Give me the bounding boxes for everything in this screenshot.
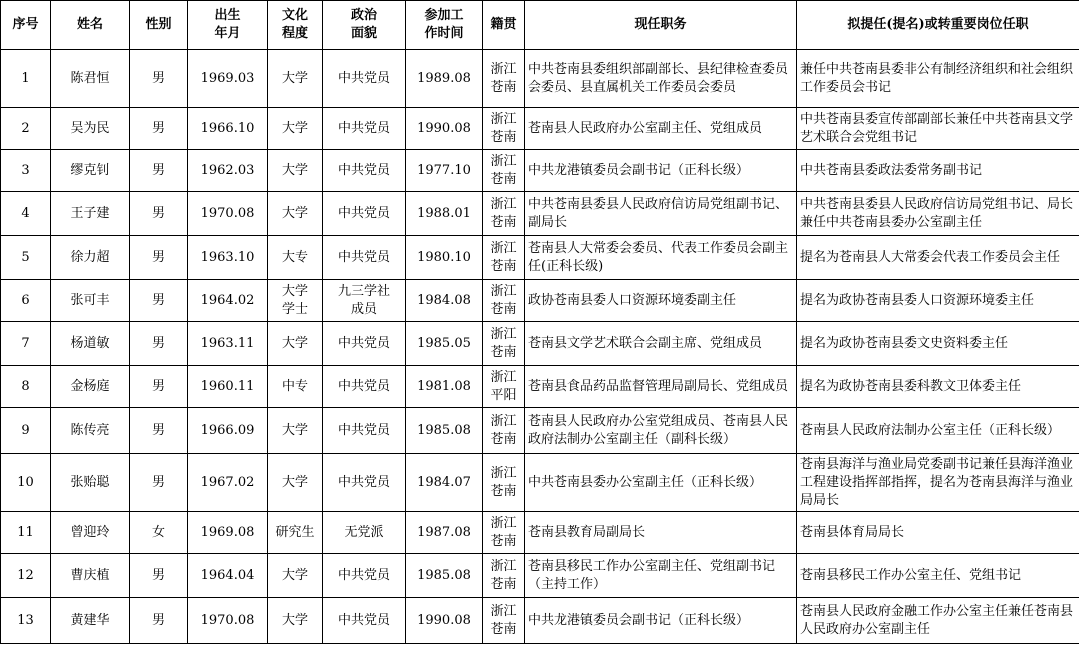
cell-current-post: 中共苍南县委县人民政府信访局党组副书记、副局长: [525, 192, 797, 236]
header-current-post: 现任职务: [525, 1, 797, 50]
cell-work-start: 1984.07: [406, 454, 483, 512]
cell-proposed-post: 苍南县海洋与渔业局党委副书记兼任县海洋渔业工程建设指挥部指挥，提名为苍南县海洋与渔业局局长: [797, 454, 1079, 512]
cell-proposed-post: 提名为政协苍南县委文史资料委主任: [797, 322, 1079, 366]
cell-proposed-post: 提名为政协苍南县委科教文卫体委主任: [797, 366, 1079, 408]
cell-education: 大学: [268, 108, 323, 150]
cell-no: 6: [1, 280, 51, 322]
cell-education: 大学: [268, 150, 323, 192]
cell-current-post: 中共苍南县委组织部副部长、县纪律检查委员会委员、县直属机关工作委员会委员: [525, 50, 797, 108]
cell-name: 黄建华: [51, 598, 130, 644]
cell-proposed-post: 苍南县人民政府金融工作办公室主任兼任苍南县人民政府办公室副主任: [797, 598, 1079, 644]
cell-education: 大学: [268, 408, 323, 454]
cell-origin: 浙江 苍南: [483, 192, 525, 236]
cell-birth: 1970.08: [188, 192, 268, 236]
cell-birth: 1967.02: [188, 454, 268, 512]
cell-name: 金杨庭: [51, 366, 130, 408]
cell-current-post: 苍南县食品药品监督管理局副局长、党组成员: [525, 366, 797, 408]
cell-sex: 男: [130, 554, 188, 598]
table-row: [1, 108, 1079, 150]
cell-name: 陈传亮: [51, 408, 130, 454]
cell-no: 8: [1, 366, 51, 408]
cell-birth: 1966.09: [188, 408, 268, 454]
header-sex: 性别: [130, 1, 188, 50]
cell-origin: 浙江 苍南: [483, 408, 525, 454]
cell-no: 11: [1, 512, 51, 554]
cell-name: 王子建: [51, 192, 130, 236]
cell-name: 陈君恒: [51, 50, 130, 108]
cell-name: 吴为民: [51, 108, 130, 150]
cell-work-start: 1987.08: [406, 512, 483, 554]
cell-name: 曹庆植: [51, 554, 130, 598]
cell-origin: 浙江 苍南: [483, 50, 525, 108]
header-birth: 出生 年月: [188, 1, 268, 50]
cell-party: 中共党员: [323, 150, 406, 192]
table-row: [1, 408, 1079, 454]
table-row: [1, 280, 1079, 322]
cell-education: 大专: [268, 236, 323, 280]
table-row: [1, 192, 1079, 236]
header-party: 政治 面貌: [323, 1, 406, 50]
table-row: [1, 512, 1079, 554]
cell-work-start: 1985.08: [406, 408, 483, 454]
table-row: [1, 598, 1079, 644]
cell-origin: 浙江 苍南: [483, 280, 525, 322]
cell-education: 大学: [268, 322, 323, 366]
cell-birth: 1970.08: [188, 598, 268, 644]
cell-no: 4: [1, 192, 51, 236]
cell-origin: 浙江 苍南: [483, 322, 525, 366]
cell-no: 10: [1, 454, 51, 512]
cell-education: 大学 学士: [268, 280, 323, 322]
cell-name: 曾迎玲: [51, 512, 130, 554]
cell-sex: 男: [130, 108, 188, 150]
cell-sex: 男: [130, 150, 188, 192]
cell-party: 中共党员: [323, 454, 406, 512]
cell-birth: 1969.08: [188, 512, 268, 554]
cell-proposed-post: 苍南县人民政府法制办公室主任（正科长级）: [797, 408, 1079, 454]
header-proposed-post: 拟提任(提名)或转重要岗位任职: [797, 1, 1079, 50]
cell-current-post: 中共苍南县委办公室副主任（正科长级）: [525, 454, 797, 512]
cell-work-start: 1977.10: [406, 150, 483, 192]
cell-proposed-post: 中共苍南县委宣传部副部长兼任中共苍南县文学艺术联合会党组书记: [797, 108, 1079, 150]
cell-birth: 1969.03: [188, 50, 268, 108]
table-row: [1, 366, 1079, 408]
cell-no: 2: [1, 108, 51, 150]
cell-current-post: 政协苍南县委人口资源环境委副主任: [525, 280, 797, 322]
cell-birth: 1960.11: [188, 366, 268, 408]
cell-no: 5: [1, 236, 51, 280]
cell-work-start: 1989.08: [406, 50, 483, 108]
table-row: [1, 150, 1079, 192]
cell-party: 无党派: [323, 512, 406, 554]
cell-no: 12: [1, 554, 51, 598]
cell-origin: 浙江 苍南: [483, 512, 525, 554]
cell-education: 研究生: [268, 512, 323, 554]
header-name: 姓名: [51, 1, 130, 50]
cell-name: 缪克钊: [51, 150, 130, 192]
cell-name: 张可丰: [51, 280, 130, 322]
cell-no: 1: [1, 50, 51, 108]
cell-work-start: 1985.08: [406, 554, 483, 598]
cell-sex: 男: [130, 454, 188, 512]
cell-current-post: 苍南县教育局副局长: [525, 512, 797, 554]
table-row: [1, 236, 1079, 280]
cell-origin: 浙江 苍南: [483, 150, 525, 192]
cell-party: 中共党员: [323, 366, 406, 408]
cell-party: 中共党员: [323, 554, 406, 598]
cell-origin: 浙江 平阳: [483, 366, 525, 408]
cell-sex: 男: [130, 236, 188, 280]
cell-current-post: 苍南县人大常委会委员、代表工作委员会副主任(正科长级): [525, 236, 797, 280]
cell-no: 13: [1, 598, 51, 644]
cell-sex: 男: [130, 408, 188, 454]
cell-education: 中专: [268, 366, 323, 408]
cell-work-start: 1988.01: [406, 192, 483, 236]
cell-no: 9: [1, 408, 51, 454]
cell-birth: 1963.10: [188, 236, 268, 280]
cell-sex: 男: [130, 322, 188, 366]
cell-birth: 1963.11: [188, 322, 268, 366]
cell-sex: 女: [130, 512, 188, 554]
cell-party: 中共党员: [323, 408, 406, 454]
header-no: 序号: [1, 1, 51, 50]
cell-proposed-post: 苍南县体育局局长: [797, 512, 1079, 554]
cell-current-post: 苍南县文学艺术联合会副主席、党组成员: [525, 322, 797, 366]
cell-work-start: 1985.05: [406, 322, 483, 366]
cell-education: 大学: [268, 454, 323, 512]
cell-current-post: 苍南县移民工作办公室副主任、党组副书记（主持工作）: [525, 554, 797, 598]
header-work-start: 参加工 作时间: [406, 1, 483, 50]
header-origin: 籍贯: [483, 1, 525, 50]
cell-name: 杨道敏: [51, 322, 130, 366]
cell-work-start: 1984.08: [406, 280, 483, 322]
cell-current-post: 中共龙港镇委员会副书记（正科长级）: [525, 598, 797, 644]
cell-origin: 浙江 苍南: [483, 598, 525, 644]
cell-birth: 1962.03: [188, 150, 268, 192]
cell-name: 张贻聪: [51, 454, 130, 512]
cell-sex: 男: [130, 50, 188, 108]
cell-education: 大学: [268, 554, 323, 598]
cell-no: 3: [1, 150, 51, 192]
header-education: 文化 程度: [268, 1, 323, 50]
cell-party: 中共党员: [323, 598, 406, 644]
cell-party: 中共党员: [323, 236, 406, 280]
cell-current-post: 中共龙港镇委员会副书记（正科长级）: [525, 150, 797, 192]
table-row: [1, 322, 1079, 366]
cell-proposed-post: 提名为政协苍南县委人口资源环境委主任: [797, 280, 1079, 322]
cell-work-start: 1990.08: [406, 108, 483, 150]
cell-origin: 浙江 苍南: [483, 554, 525, 598]
cell-birth: 1966.10: [188, 108, 268, 150]
cell-work-start: 1981.08: [406, 366, 483, 408]
table-row: [1, 50, 1079, 108]
cell-work-start: 1980.10: [406, 236, 483, 280]
cell-proposed-post: 提名为苍南县人大常委会代表工作委员会主任: [797, 236, 1079, 280]
cell-sex: 男: [130, 280, 188, 322]
cell-name: 徐力超: [51, 236, 130, 280]
cell-education: 大学: [268, 192, 323, 236]
cell-education: 大学: [268, 50, 323, 108]
cell-proposed-post: 苍南县移民工作办公室主任、党组书记: [797, 554, 1079, 598]
cell-proposed-post: 兼任中共苍南县委非公有制经济组织和社会组织工作委员会书记: [797, 50, 1079, 108]
cell-party: 中共党员: [323, 322, 406, 366]
cell-work-start: 1990.08: [406, 598, 483, 644]
table-body: [1, 50, 1079, 644]
cell-proposed-post: 中共苍南县委县人民政府信访局党组书记、局长兼任中共苍南县委办公室副主任: [797, 192, 1079, 236]
cell-origin: 浙江 苍南: [483, 108, 525, 150]
cell-birth: 1964.04: [188, 554, 268, 598]
cell-origin: 浙江 苍南: [483, 236, 525, 280]
cell-current-post: 苍南县人民政府办公室党组成员、苍南县人民政府法制办公室副主任（副科长级）: [525, 408, 797, 454]
cell-party: 中共党员: [323, 108, 406, 150]
cell-origin: 浙江 苍南: [483, 454, 525, 512]
cell-party: 中共党员: [323, 192, 406, 236]
cell-sex: 男: [130, 192, 188, 236]
cell-party: 中共党员: [323, 50, 406, 108]
cell-current-post: 苍南县人民政府办公室副主任、党组成员: [525, 108, 797, 150]
cell-birth: 1964.02: [188, 280, 268, 322]
cell-party: 九三学社 成员: [323, 280, 406, 322]
table-row: [1, 454, 1079, 512]
cell-sex: 男: [130, 366, 188, 408]
cell-education: 大学: [268, 598, 323, 644]
cell-sex: 男: [130, 598, 188, 644]
header-row: [1, 1, 1079, 50]
table-row: [1, 554, 1079, 598]
cell-proposed-post: 中共苍南县委政法委常务副书记: [797, 150, 1079, 192]
cell-no: 7: [1, 322, 51, 366]
